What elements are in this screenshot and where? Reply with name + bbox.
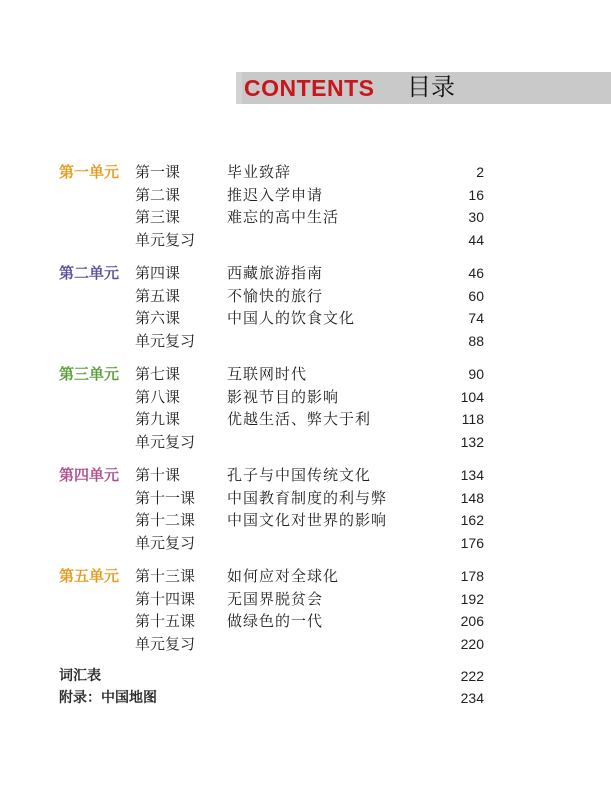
page-number: 104 — [460, 389, 484, 405]
lesson-title: 孔子与中国传统文化 — [227, 466, 372, 484]
lesson-label: 第十一课 — [135, 489, 196, 507]
lesson-title: 无国界脱贫会 — [227, 590, 324, 608]
lesson-label: 单元复习 — [135, 534, 196, 552]
lesson-label: 第三课 — [135, 208, 181, 226]
lesson-title: 中国人的饮食文化 — [227, 309, 356, 327]
lesson-title: 影视节目的影响 — [227, 388, 340, 406]
page-number: 132 — [460, 434, 484, 450]
page-number: 178 — [460, 568, 484, 584]
lesson-label: 单元复习 — [135, 332, 196, 350]
lesson-label: 第七课 — [135, 365, 181, 383]
lesson-label: 单元复习 — [135, 231, 196, 249]
lesson-label: 第十三课 — [135, 567, 196, 585]
page-number: 176 — [460, 535, 484, 551]
unit-label: 第三单元 — [59, 365, 120, 383]
page-number: 118 — [461, 411, 484, 427]
page-number: 46 — [468, 265, 484, 281]
lesson-label: 单元复习 — [135, 635, 196, 653]
page-number: 16 — [468, 187, 484, 203]
lesson-label: 第八课 — [135, 388, 181, 406]
page-number: 222 — [460, 668, 484, 684]
page-number: 74 — [468, 310, 484, 326]
lesson-label: 第十四课 — [135, 590, 196, 608]
page-number: 44 — [468, 232, 484, 248]
lesson-title: 西藏旅游指南 — [227, 264, 324, 282]
lesson-title: 毕业致辞 — [227, 163, 292, 181]
page-number: 88 — [468, 333, 484, 349]
lesson-label: 第六课 — [135, 309, 181, 327]
page-number: 234 — [460, 690, 484, 706]
lesson-label: 第十五课 — [135, 612, 196, 630]
unit-label: 第一单元 — [59, 163, 120, 181]
lesson-title: 中国文化对世界的影响 — [227, 511, 388, 529]
lesson-label: 第十二课 — [135, 511, 196, 529]
page-number: 30 — [468, 209, 484, 225]
lesson-label: 第一课 — [135, 163, 181, 181]
page-number: 148 — [460, 490, 484, 506]
lesson-title: 不愉快的旅行 — [227, 287, 324, 305]
lesson-title: 推迟入学申请 — [227, 186, 324, 204]
page-number: 134 — [460, 467, 484, 483]
page-number: 192 — [460, 591, 484, 607]
unit-label: 第二单元 — [59, 264, 120, 282]
lesson-label: 第五课 — [135, 287, 181, 305]
lesson-label: 第十课 — [135, 466, 181, 484]
lesson-label: 第四课 — [135, 264, 181, 282]
page-number: 162 — [460, 512, 484, 528]
lesson-title: 互联网时代 — [227, 365, 308, 383]
lesson-label: 第九课 — [135, 410, 181, 428]
contents-title-chinese: 目录 — [407, 73, 455, 101]
lesson-title: 如何应对全球化 — [227, 567, 340, 585]
lesson-title: 优越生活、弊大于利 — [227, 410, 372, 428]
unit-label: 第四单元 — [59, 466, 120, 484]
appendix-label: 词汇表 — [59, 668, 101, 684]
lesson-title: 做绿色的一代 — [227, 612, 324, 630]
page-number: 206 — [460, 613, 484, 629]
page-number: 2 — [476, 164, 484, 180]
lesson-label: 单元复习 — [135, 433, 196, 451]
page-number: 90 — [468, 366, 484, 382]
lesson-label: 第二课 — [135, 186, 181, 204]
page-number: 220 — [460, 636, 484, 652]
appendix-label: 附录：中国地图 — [59, 690, 157, 706]
unit-label: 第五单元 — [59, 567, 120, 585]
lesson-title: 中国教育制度的利与弊 — [227, 489, 388, 507]
contents-title: CONTENTS — [244, 75, 375, 101]
lesson-title: 难忘的高中生活 — [227, 208, 340, 226]
page-number: 60 — [468, 288, 484, 304]
